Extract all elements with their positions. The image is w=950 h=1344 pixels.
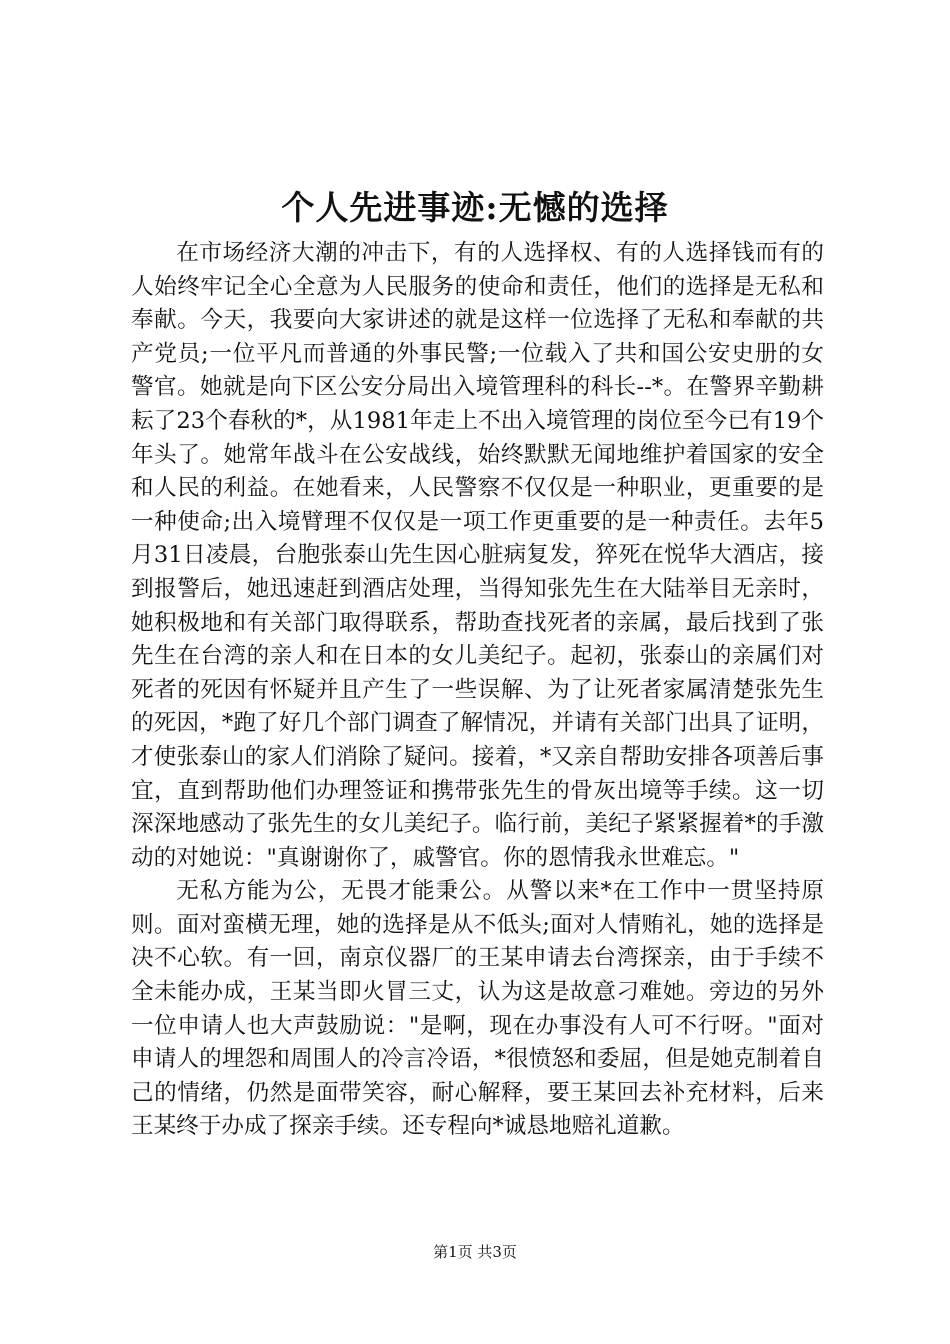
document-title: 个人先进事迹:无憾的选择 xyxy=(281,188,669,227)
page-number-footer: 第1页 共3页 xyxy=(433,1243,517,1261)
paragraph-2: 无私方能为公，无畏才能秉公。从警以来*在工作中一贯坚持原则。面对蛮横无理，她的选择是从不低头;面对人情贿礼，她的选择是决不心软。有一回，南京仪器厂的王某申请去台湾探亲，由于手续不全未能办成，王某当即火冒三丈，认为这是故意刁难她。旁边的另外一位申请人也大声鼓励说："是啊，现在办事没有人可不行呀。"面对申请人的埋怨和周围人的冷言冷语，*很愤怒和委屈，但是她克制着自己的情绪，仍然是面带笑容，耐心解释，要王某回去补充材料，后来王某终于办成了探亲手续。还专程向*诚恳地赔礼道歉。 xyxy=(131,878,824,1140)
paragraph-1: 在市场经济大潮的冲击下，有的人选择权、有的人选择钱而有的人始终牢记全心全意为人民服务的使命和责任，他们的选择是无私和奉献。今天，我要向大家讲述的就是这样一位选择了无私和奉献的共产党员;一位平凡而普通的外事民警;一位载入了共和国公安史册的女警官。她就是向下区公安分局出入境管理科的科长--*。在警界辛勤耕耘了23个春秋的*，从1981年走上不出入境管理的岗位至今已有19个年头了。她常年战斗在公安战线，始终默默无闻地维护着国家的安全和人民的利益。在她看来，人民警察不仅仅是一种职业，更重要的是一种使命;出入境臂理不仅仅是一项工作更重要的是一种责任。去年5月31日凌晨，台胞张泰山先生因心脏病复发，猝死在悦华大酒店，接到报警后，她迅速赶到酒店处理，当得知张先生在大陆举目无亲时，她积极地和有关部门取得联系，帮助查找死者的亲属，最后找到了张先生在台湾的亲人和在日本的女儿美纪子。起初，张泰山的亲属们对死者的死因有怀疑并且产生了一些误解、为了让死者家属清楚张先生的死因，*跑了好几个部门调查了解情况，并请有关部门出具了证明，才使张泰山的家人们消除了疑问。接着，*又亲自帮助安排各项善后事宜，直到帮助他们办理签证和携带张先生的骨灰出境等手续。这一切深深地感动了张先生的女儿美纪子。临行前，美纪子紧紧握着*的手激动的对她说："真谢谢你了，戚警官。你的恩情我永世难忘。" xyxy=(131,240,824,871)
document-body xyxy=(131,237,824,1144)
